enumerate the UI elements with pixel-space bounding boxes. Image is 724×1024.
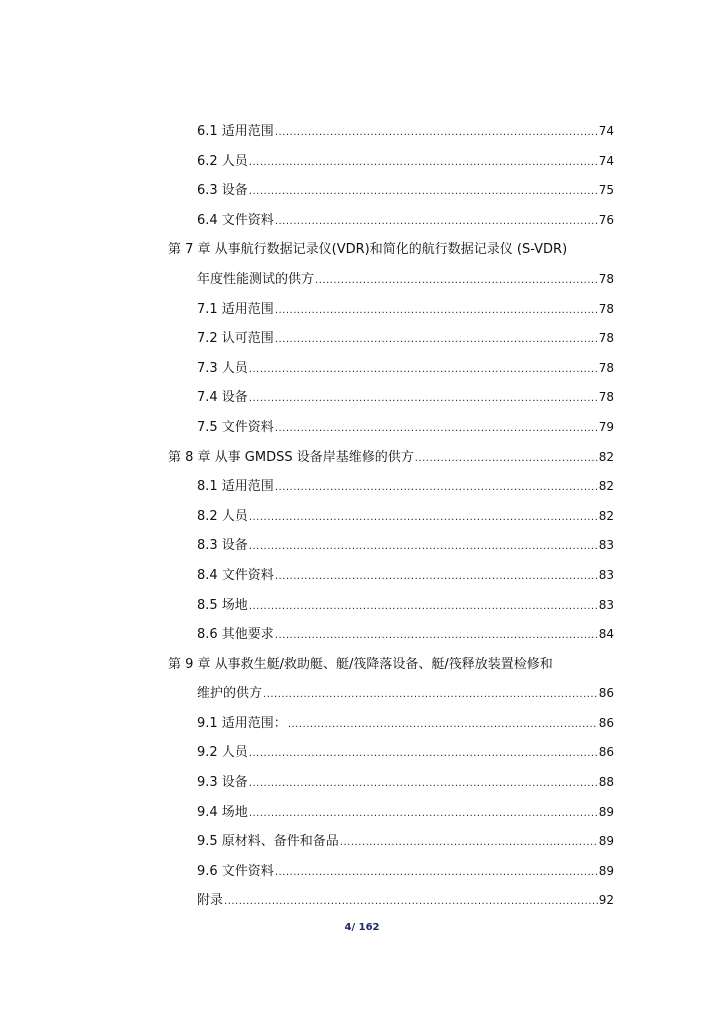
- toc-page-number: 82: [598, 508, 614, 523]
- toc-page-number: 86: [598, 715, 614, 730]
- dot-leader: [315, 266, 598, 296]
- toc-page-number: 78: [598, 360, 614, 375]
- toc-page-number: 83: [598, 567, 614, 582]
- dot-leader: [340, 828, 598, 858]
- dot-leader: [275, 621, 598, 651]
- dot-leader: [275, 325, 598, 355]
- toc-label: 9.3 设备: [197, 775, 248, 791]
- toc-page-number: 89: [598, 804, 614, 819]
- toc-label: 9.5 原材料、备件和备品: [197, 834, 339, 850]
- toc-entry[interactable]: [0, 709, 724, 739]
- toc-page-number: 83: [598, 597, 614, 612]
- toc-entry[interactable]: [0, 117, 724, 147]
- toc-page-number: 79: [598, 419, 614, 434]
- toc-page-number: 74: [598, 124, 614, 138]
- toc-label: 9.2 人员: [197, 745, 248, 761]
- toc-entry[interactable]: [0, 827, 724, 857]
- toc-chapter-label: 第 9 章 从事救生艇/救助艇、艇/筏降落设备、艇/筏释放装置检修和: [168, 656, 553, 672]
- dot-leader: [249, 177, 598, 207]
- toc-page-number: 86: [598, 745, 614, 760]
- toc-entry[interactable]: [0, 798, 724, 828]
- toc-label: 9.4 场地: [197, 804, 248, 820]
- dot-leader: [249, 799, 598, 829]
- dot-leader: [275, 118, 598, 148]
- dot-leader: [275, 207, 598, 237]
- dot-leader: [275, 296, 598, 326]
- dot-leader: [263, 680, 598, 710]
- toc-label: 年度性能测试的供方: [197, 271, 315, 287]
- toc-page-number: 76: [598, 212, 614, 227]
- dot-leader: [275, 414, 598, 444]
- toc-entry[interactable]: [0, 857, 724, 887]
- toc-label: 8.2 人员: [197, 508, 248, 524]
- toc-entry[interactable]: [0, 502, 724, 532]
- toc-page-number: 86: [598, 686, 614, 701]
- toc-page-number: 78: [598, 331, 614, 346]
- toc-page-number: 78: [598, 301, 614, 316]
- toc-chapter-entry[interactable]: [0, 443, 724, 473]
- toc-label: 8.3 设备: [197, 538, 248, 554]
- toc-label: 7.1 适用范围: [197, 301, 274, 317]
- toc-chapter-label: 第 7 章 从事航行数据记录仪(VDR)和简化的航行数据记录仪 (S-VDR): [168, 242, 568, 258]
- toc-entry[interactable]: [0, 768, 724, 798]
- toc-entry[interactable]: [0, 531, 724, 561]
- dot-leader: [249, 503, 598, 533]
- toc-label: 8.5 场地: [197, 597, 248, 613]
- toc-entry[interactable]: [0, 472, 724, 502]
- toc-entry[interactable]: [0, 354, 724, 384]
- toc-label: 维护的供方: [197, 686, 263, 702]
- dot-leader: [275, 562, 598, 592]
- toc-entry[interactable]: [0, 413, 724, 443]
- toc-page-number: 83: [598, 538, 614, 553]
- toc-entry[interactable]: [0, 324, 724, 354]
- toc-label: 8.6 其他要求: [197, 627, 274, 643]
- dot-leader: [249, 148, 598, 178]
- toc-label: 6.1 适用范围: [197, 124, 274, 139]
- toc-entry[interactable]: [0, 147, 724, 177]
- toc-label: 附录: [197, 893, 224, 909]
- toc-entry[interactable]: [0, 265, 724, 295]
- toc-entry[interactable]: [0, 620, 724, 650]
- toc-page-number: 74: [598, 153, 614, 168]
- toc-chapter-heading[interactable]: [0, 650, 724, 680]
- dot-leader: [415, 444, 598, 474]
- toc-page-number: 75: [598, 183, 614, 198]
- toc-page-number: 82: [598, 449, 614, 464]
- dot-leader: [275, 473, 598, 503]
- toc-page-number: 78: [598, 390, 614, 405]
- toc-label: 7.3 人员: [197, 360, 248, 376]
- toc-page-number: 89: [598, 834, 614, 849]
- toc-label: 9.6 文件资料: [197, 863, 274, 879]
- toc-label: 6.2 人员: [197, 153, 248, 169]
- toc-page-number: 84: [598, 627, 614, 642]
- toc-label: 6.3 设备: [197, 183, 248, 199]
- toc-page-number: 92: [598, 893, 614, 908]
- dot-leader: [288, 710, 598, 740]
- toc-chapter-heading[interactable]: [0, 235, 724, 265]
- toc-entry[interactable]: [0, 679, 724, 709]
- toc-entry[interactable]: [0, 561, 724, 591]
- toc-entry[interactable]: [0, 176, 724, 206]
- toc-page-number: 82: [598, 479, 614, 494]
- toc-page-number: 78: [598, 271, 614, 286]
- dot-leader: [249, 355, 598, 385]
- dot-leader: [224, 887, 598, 917]
- dot-leader: [249, 769, 598, 799]
- toc-entry[interactable]: [0, 295, 724, 325]
- toc-entry[interactable]: [0, 886, 724, 916]
- dot-leader: [275, 858, 598, 888]
- toc-label: 7.4 设备: [197, 390, 248, 406]
- toc-label: 8.4 文件资料: [197, 567, 274, 583]
- dot-leader: [249, 384, 598, 414]
- dot-leader: [249, 532, 598, 562]
- toc-label: 8.1 适用范围: [197, 479, 274, 495]
- toc-label: 9.1 适用范围：: [197, 715, 287, 731]
- toc-entry[interactable]: [0, 383, 724, 413]
- toc-entry[interactable]: [0, 591, 724, 621]
- toc-label: 6.4 文件资料: [197, 212, 274, 228]
- page-footer-number: 4/ 162: [344, 922, 380, 933]
- toc-chapter-label: 第 8 章 从事 GMDSS 设备岸基维修的供方: [168, 449, 414, 465]
- toc-page-number: 88: [598, 775, 614, 790]
- dot-leader: [249, 592, 598, 622]
- toc-entry[interactable]: [0, 206, 724, 236]
- toc-entry[interactable]: [0, 738, 724, 768]
- dot-leader: [249, 739, 598, 769]
- toc-label: 7.2 认可范围: [197, 331, 274, 347]
- toc-page-number: 89: [598, 863, 614, 878]
- table-of-contents: [0, 117, 724, 916]
- toc-label: 7.5 文件资料: [197, 419, 274, 435]
